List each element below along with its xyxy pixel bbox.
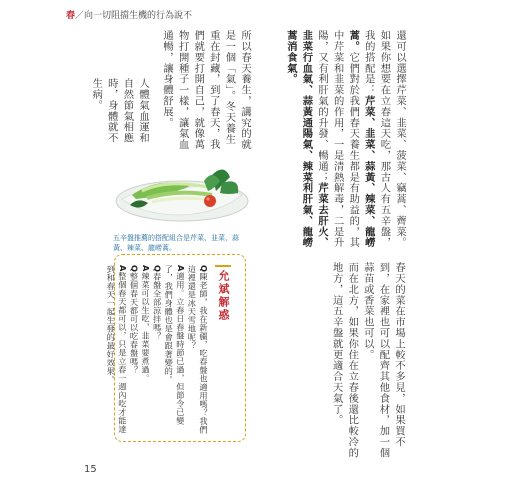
vegetable-plate-illustration: [112, 155, 252, 227]
paragraph: 所以春天養生，講究的就是一個「氣」。冬天養生重在封藏，到了春天，我們就要打開自己，就像萬物打開種子一樣，讓氣血通暢，讓身體舒展。: [161, 30, 251, 150]
body-text-right: [255, 30, 407, 255]
chapter-label: 春: [66, 11, 76, 21]
qa-item: A整個春天都可以，只是立春一週內吃才能達到和春天一起生發的最好效果。: [106, 265, 128, 434]
body-text-middle: [150, 30, 252, 150]
running-header: [66, 8, 192, 21]
chapter-title: ／向一切阻擋生機的行為說不: [75, 11, 193, 21]
qa-box-title: 允斌解惑: [215, 265, 231, 322]
paragraph: 還可以選擇芹菜、韭菜、菠菜、竊蒿、薺菜。: [394, 30, 406, 248]
qa-item: Q陳老師，我在新疆，吃春盤也適用嗎？我們這裡還是冰天雪地呢？: [187, 265, 209, 434]
illustration-caption: 五辛盤推薦的搭配組合是芹菜、韭菜、蒜黃、辣菜、龍嶗蒿。: [113, 234, 239, 252]
paragraph: 人體氣血運和自然節氣相應時，身體就不生病。: [90, 78, 149, 144]
qa-item: A辣菜可以生吃，韭菜要煮過。: [141, 265, 152, 383]
body-text-under-illustration: [90, 78, 150, 150]
paragraph: 而在北方，如果你住在立春後還比較冷的地方，這五辛盤就更適合天氣了。: [330, 262, 359, 459]
paragraph: 如果你想要在立春這天吃，那古人有五辛盤，我的搭配是：芹菜、韭菜、蒜黃、辣菜、龍嶗蒿。它們對於我們春天養生都是有助益的，其中芹菜和韭菜的作用，一是清熱解毒，二是升陽，又有利肝氣的升發、暢通；芹菜去肝火、韭菜行血氣、蒜黃通陽氣、辣菜利肝氣、龍嶗蒿消食氣。: [284, 30, 391, 249]
qa-sidebar-box: [106, 254, 246, 442]
qa-item: Q春盤全部涼拌嗎？: [152, 265, 163, 341]
page-number: 15: [84, 464, 97, 475]
qa-item: A適用。立春日春盤時節已過，但節令已變了，我們身體也是會跟著變的。: [164, 265, 186, 425]
qa-item: Q整個春天都可以吃春盤嗎？: [129, 265, 140, 375]
paragraph: 春天的菜在市場上較不多見，如果買不到，在家裡也可以配齊其他食材，加一個蒜苗或香菜也可以。: [361, 262, 405, 459]
qa-list: [105, 265, 209, 435]
body-text-right-lower: [254, 262, 406, 462]
